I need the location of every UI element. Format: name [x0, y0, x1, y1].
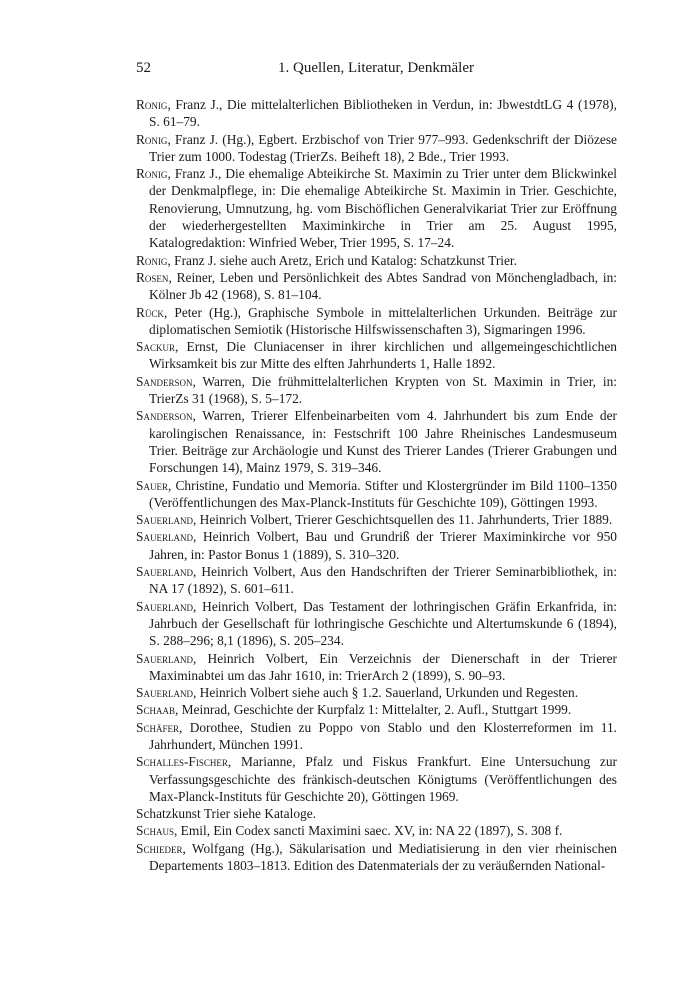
- bibliography-entry: [136, 131, 617, 166]
- entry-text: , Heinrich Volbert siehe auch § 1.2. Sauerland, Urkunden und Regesten.: [192, 685, 579, 701]
- bibliography-entry: [136, 701, 617, 718]
- entry-text: , Franz J., Die ehemalige Abteikirche St. Maximin zu Trier unter dem Blickwinkel der Denkmalpflege, in: Die ehemalige Abteikirche St. Maximin in Trier. Geschichte, Renovierung, Umnutzung, hg. vom Bischöflichen Generalvikariat Trier zur Eröffnung der wiederhergestellten Maximinkirche in Trier am 25. August 1995, Katalogredaktion: Winfried Weber, Trier 1995, S. 17–24.: [149, 166, 617, 251]
- bibliography-entry: [136, 96, 617, 131]
- bibliography-entry: [136, 373, 617, 408]
- entry-text: , Wolfgang (Hg.), Säkularisation und Mediatisierung in den vier rheinischen Departements 1803–1813. Edition des Datenmaterials der zu veräußernden National-: [149, 840, 617, 874]
- entry-author: Sauerland: [136, 598, 193, 614]
- bibliography-entry: [136, 719, 617, 754]
- entry-author: Ronig: [136, 166, 168, 182]
- entry-author: Schaab: [136, 702, 175, 718]
- entry-author: Sanderson: [136, 373, 193, 389]
- bibliography-entry: [136, 563, 617, 598]
- entry-author: Sauerland: [136, 685, 193, 701]
- entry-text: , Meinrad, Geschichte der Kurpfalz 1: Mittelalter, 2. Aufl., Stuttgart 1999.: [174, 702, 572, 718]
- entry-text: , Warren, Trierer Elfenbeinarbeiten vom 4. Jahrhundert bis zum Ende der karolingischen Renaissance, in: Festschrift 100 Jahre Rheinisches Landesmuseum Trier. Beiträge zur Archäologie und Kunst des Trierer Landes (Trierer Grabungen und Forschungen 14), Mainz 1979, S. 319–346.: [149, 408, 617, 476]
- entry-text: , Peter (Hg.), Graphische Symbole in mittelalterlichen Urkunden. Beiträge zur diplomatischen Semiotik (Historische Hilfswissenschaften 3), Sigmaringen 1996.: [149, 304, 617, 337]
- bibliography-entry: [136, 528, 617, 563]
- entry-text: , Christine, Fundatio und Memoria. Stifter und Klostergründer im Bild 1100–1350 (Veröffentlichungen des Max-Planck-Instituts für Geschichte 109), Göttingen 1993.: [149, 477, 617, 510]
- page-number: 52: [136, 60, 151, 76]
- entry-text: , Emil, Ein Codex sancti Maximini saec. XV, in: NA 22 (1897), S. 308 f.: [173, 823, 563, 839]
- entry-author: Ronig: [136, 252, 168, 268]
- entry-text: , Franz J. siehe auch Aretz, Erich und Katalog: Schatzkunst Trier.: [167, 252, 518, 268]
- entry-author: Schäfer: [136, 719, 179, 735]
- bibliography-entry: [136, 269, 617, 304]
- entry-text: , Heinrich Volbert, Trierer Geschichtsquellen des 11. Jahrhunderts, Trier 1889.: [192, 512, 613, 528]
- entry-author: Sauerland: [136, 529, 193, 545]
- bibliography-entry: [136, 304, 617, 339]
- entry-author: Rück: [136, 304, 164, 320]
- bibliography-entry: [136, 477, 617, 512]
- entry-text: , Warren, Die frühmittelalterlichen Krypten von St. Maximin in Trier, in: TrierZs 31 (1968), S. 5–172.: [149, 373, 617, 407]
- entry-author: Schaus: [136, 823, 174, 839]
- entry-author: Ronig: [136, 131, 168, 147]
- bibliography-entry: [136, 165, 617, 251]
- running-head: 1. Quellen, Literatur, Denkmäler: [278, 60, 474, 76]
- entry-author: Sauerland: [136, 650, 193, 666]
- bibliography-entry: [136, 650, 617, 685]
- bibliography-entry: [136, 805, 617, 822]
- entry-text: Schatzkunst Trier siehe Kataloge.: [136, 806, 316, 822]
- entry-author: Sackur: [136, 339, 175, 355]
- entry-text: , Dorothee, Studien zu Poppo von Stablo und den Klosterreformen im 11. Jahrhundert, München 1991.: [149, 719, 617, 752]
- bibliography-entry: [136, 753, 617, 805]
- entry-author: Sauerland: [136, 564, 193, 580]
- bibliography-entry: [136, 840, 617, 875]
- bibliography-list: [136, 96, 617, 874]
- entry-author: Sauerland: [136, 512, 193, 528]
- entry-author: Rosen: [136, 269, 169, 285]
- bibliography-entry: [136, 252, 617, 269]
- entry-author: Schieder: [136, 840, 183, 856]
- bibliography-entry: [136, 822, 617, 839]
- entry-text: , Franz J., Die mittelalterlichen Bibliotheken in Verdun, in: JbwestdtLG 4 (1978), S. 61–79.: [149, 97, 617, 130]
- entry-text: , Heinrich Volbert, Ein Verzeichnis der Dienerschaft in der Trierer Maximinabtei um das Jahr 1610, in: TrierArch 2 (1899), S. 90–93.: [149, 650, 617, 683]
- bibliography-entry: [136, 511, 617, 528]
- bibliography-entry: [136, 684, 617, 701]
- entry-text: , Marianne, Pfalz und Fiskus Frankfurt. Eine Untersuchung zur Verfassungsgeschichte des fränkisch-deutschen Königtums (Veröffentlichungen des Max-Planck-Instituts für Geschichte 20), Göttingen 1969.: [149, 754, 617, 804]
- entry-text: , Reiner, Leben und Persönlichkeit des Abtes Sandrad von Mönchengladbach, in: Kölner Jb 42 (1968), S. 81–104.: [149, 269, 617, 303]
- entry-text: , Franz J. (Hg.), Egbert. Erzbischof von Trier 977–993. Gedenkschrift der Diözese Trier zum 1000. Todestag (TrierZs. Beiheft 18), 2 Bde., Trier 1993.: [149, 131, 617, 164]
- bibliography-entry: [136, 598, 617, 650]
- entry-text: , Ernst, Die Cluniacenser in ihrer kirchlichen und allgemeingeschichtlichen Wirksamkeit bis zur Mitte des elften Jahrhunderts 1, Halle 1892.: [149, 339, 617, 372]
- entry-author: Ronig: [136, 97, 168, 112]
- entry-text: , Heinrich Volbert, Das Testament der lothringischen Gräfin Erkanfrida, in: Jahrbuch der Gesellschaft für lothringische Geschichte und Altertumskunde 6 (1894), S. 288–296; 8,1 (1896), S. 205–234.: [149, 598, 617, 649]
- bibliography-entry: [136, 338, 617, 373]
- entry-author: Sanderson: [136, 408, 193, 424]
- entry-text: , Heinrich Volbert, Bau und Grundriß der Trierer Maximinkirche vor 950 Jahren, in: Pastor Bonus 1 (1889), S. 310–320.: [149, 529, 617, 562]
- entry-author: Schalles-Fischer: [136, 754, 228, 770]
- entry-author: Sauer: [136, 477, 168, 493]
- entry-text: , Heinrich Volbert, Aus den Handschriften der Trierer Seminarbibliothek, in: NA 17 (1892), S. 601–611.: [149, 564, 617, 597]
- bibliography-entry: [136, 407, 617, 476]
- page-header: [136, 60, 616, 84]
